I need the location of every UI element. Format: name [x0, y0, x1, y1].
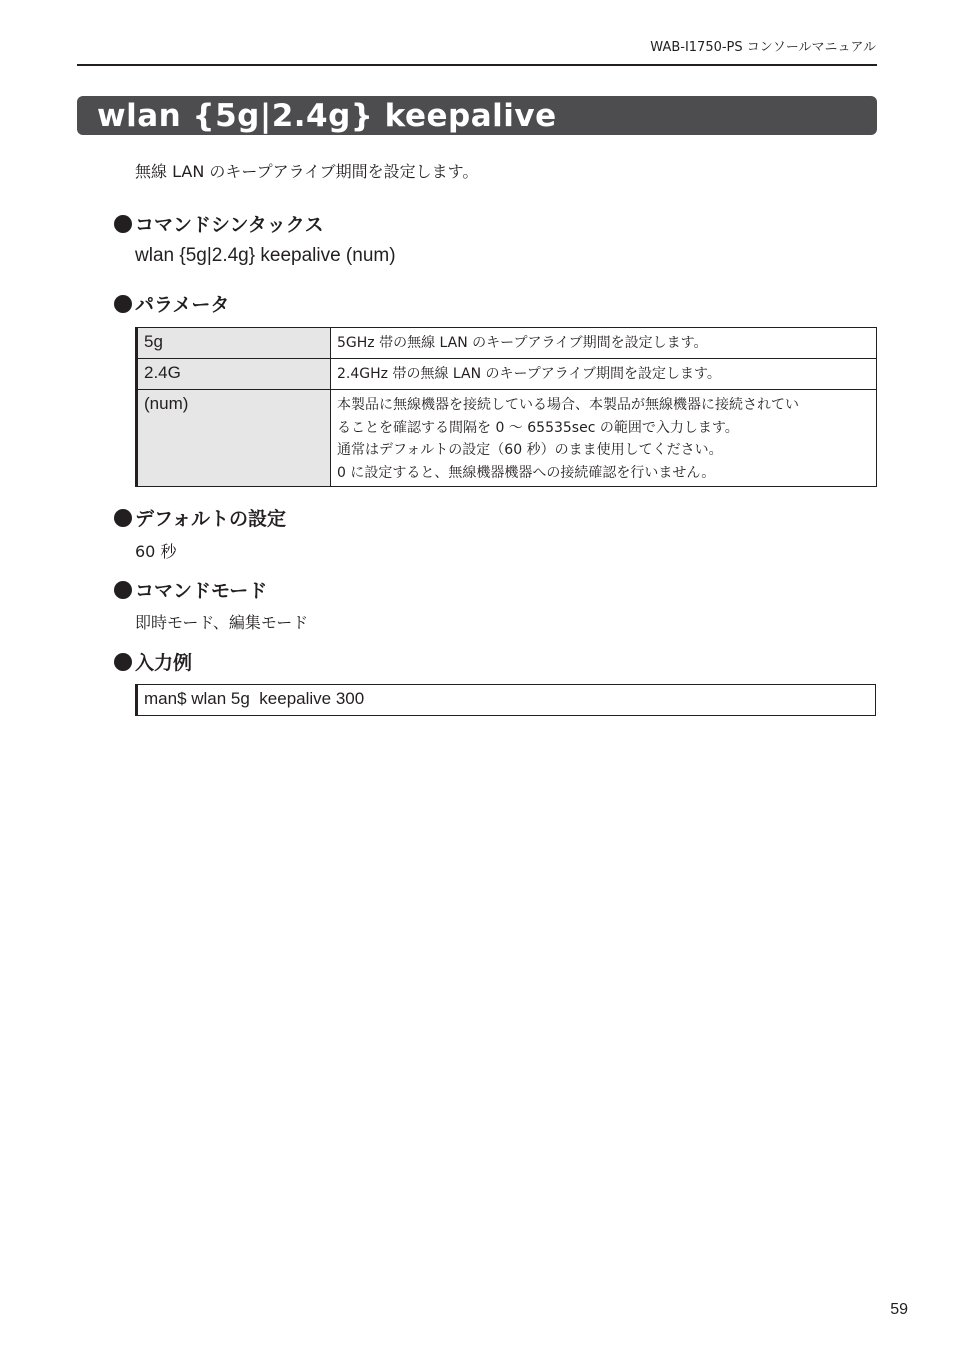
mode-value: 即時モード、編集モード	[135, 613, 309, 632]
table-row	[137, 359, 877, 390]
example-heading	[114, 648, 192, 675]
syntax-text: wlan {5g|2.4g} keepalive (num)	[135, 245, 396, 266]
header-rule	[77, 64, 877, 66]
param-name: (num)	[137, 390, 331, 487]
bullet-icon	[114, 653, 132, 671]
example-command: man$ wlan 5g keepalive 300	[135, 684, 876, 716]
command-title-bar	[77, 96, 877, 135]
syntax-heading	[114, 210, 324, 237]
default-heading-label: デフォルトの設定	[135, 508, 287, 530]
bullet-icon	[114, 295, 132, 313]
description-line: 5GHz 帯の無線 LAN のキープアライブ期間を設定します。	[337, 335, 708, 351]
description-line: 本製品に無線機器を接続している場合、本製品が無線機器に接続されてい	[337, 397, 799, 413]
parameter-table	[135, 327, 877, 487]
param-description	[331, 359, 877, 390]
description-line: ることを確認する間隔を 0 〜 65535sec の範囲で入力します。	[337, 419, 739, 436]
description-line: 通常はデフォルトの設定（60 秒）のまま使用してください。	[337, 442, 723, 458]
description-line: 0 に設定すると、無線機器機器への接続確認を行いません。	[337, 464, 716, 481]
param-name: 2.4G	[137, 359, 331, 390]
default-value: 60 秒	[135, 542, 177, 561]
command-description: 無線 LAN のキープアライブ期間を設定します。	[135, 162, 479, 181]
bullet-icon	[114, 581, 132, 599]
table-row	[137, 328, 877, 359]
parameters-heading-label: パラメータ	[135, 294, 230, 316]
param-description	[331, 390, 877, 487]
manual-title: WAB-I1750-PS コンソールマニュアル	[650, 40, 876, 55]
example-heading-label: 入力例	[135, 652, 193, 674]
bullet-icon	[114, 509, 132, 527]
default-heading	[114, 504, 286, 531]
page-number: 59	[890, 1301, 908, 1318]
param-description	[331, 328, 877, 359]
mode-heading	[114, 576, 267, 603]
command-title: wlan {5g|2.4g} keepalive	[97, 97, 557, 134]
description-line: 2.4GHz 帯の無線 LAN のキープアライブ期間を設定します。	[337, 366, 721, 382]
syntax-heading-label: コマンドシンタックス	[135, 214, 324, 236]
table-row	[137, 390, 877, 487]
bullet-icon	[114, 215, 132, 233]
parameters-heading	[114, 290, 229, 317]
param-name: 5g	[137, 328, 331, 359]
mode-heading-label: コマンドモード	[135, 580, 268, 602]
